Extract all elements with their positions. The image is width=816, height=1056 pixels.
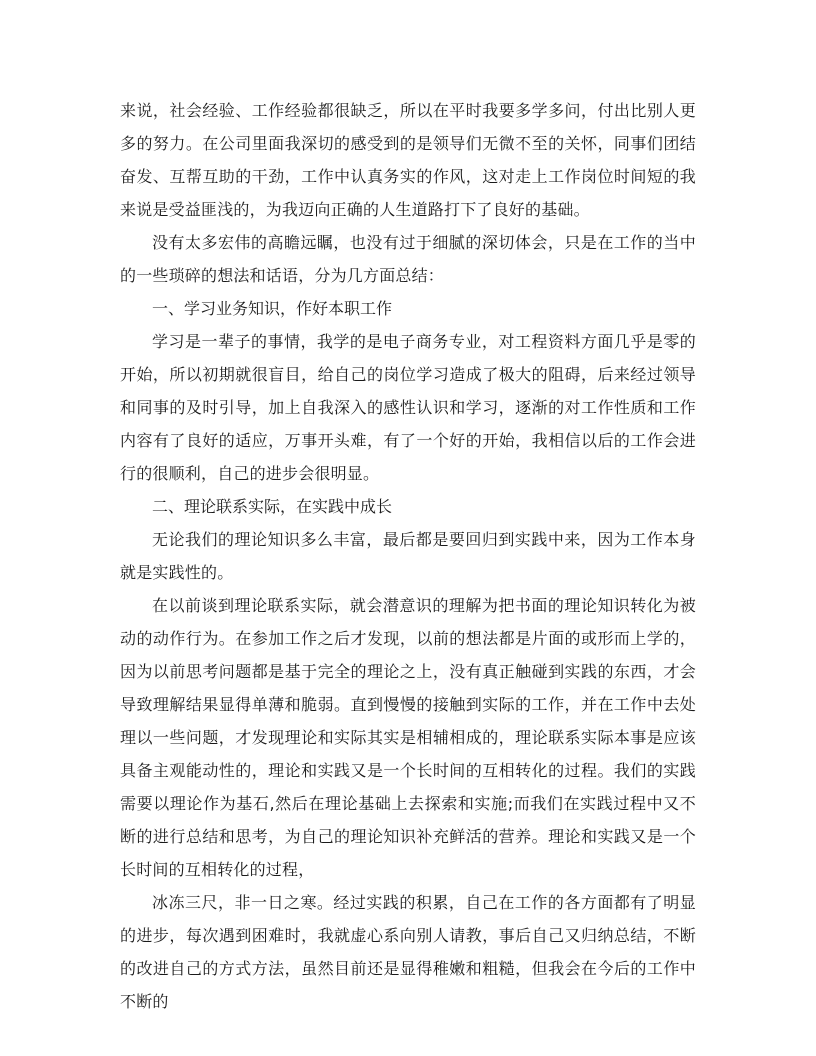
paragraph-continuation: 来说，社会经验、工作经验都很缺乏，所以在平时我要多学多问，付出比别人更多的努力。在公司里面我深切的感受到的是领导们无微不至的关怀，同事们团结奋发、互帮互助的干劲，工作中认真务实的作风，这对走上工作岗位时间短的我来说是受益匪浅的，为我迈向正确的人生道路打下了良好的基础。 [120,101,696,219]
section-heading-2: 二、理论联系实际，在实践中成长 [152,497,393,516]
section-heading-1: 一、学习业务知识，作好本职工作 [152,299,393,318]
paragraph-practice-intro: 无论我们的理论知识多么丰富，最后都是要回归到实践中来，因为工作本身就是实践性的。 [120,530,696,582]
paragraph-progress: 冰冻三尺，非一日之寒。经过实践的积累，自己在工作的各方面都有了明显的进步，每次遇到困难时，我就虚心系向别人请教，事后自己又归纳总结，不断的改进自己的方式方法，虽然目前还是显得稚嫩和粗糙，但我会在今后的工作中不断的 [120,893,696,1011]
paragraph-theory-practice: 在以前谈到理论联系实际，就会潜意识的理解为把书面的理论知识转化为被动的动作行为。在参加工作之后才发现，以前的想法都是片面的或形而上学的，因为以前思考问题都是基于完全的理论之上，没有真正触碰到实践的东西，才会导致理解结果显得单薄和脆弱。直到慢慢的接触到实际的工作，并在工作中去处理以一些问题，才发现理论和实际其实是相辅相成的，理论联系实际本事是应该具备主观能动性的，理论和实践又是一个长时间的互相转化的过程。我们的实践需要以理论作为基石,然后在理论基础上去探索和实施;而我们在实践过程中又不断的进行总结和思考，为自己的理论知识补充鲜活的营养。理论和实践又是一个长时间的互相转化的过程， [120,596,696,879]
document-body [120,94,696,1018]
paragraph-learning: 学习是一辈子的事情，我学的是电子商务专业，对工程资料方面几乎是零的开始，所以初期就很盲目，给自己的岗位学习造成了极大的阻碍，后来经过领导和同事的及时引导，加上自我深入的感性认识和学习，逐渐的对工作性质和工作内容有了良好的适应，万事开头难，有了一个好的开始，我相信以后的工作会进行的很顺利，自己的进步会很明显。 [120,332,696,483]
paragraph-summary-intro: 没有太多宏伟的高瞻远瞩，也没有过于细腻的深切体会，只是在工作的当中的一些琐碎的想法和话语，分为几方面总结： [120,233,696,285]
